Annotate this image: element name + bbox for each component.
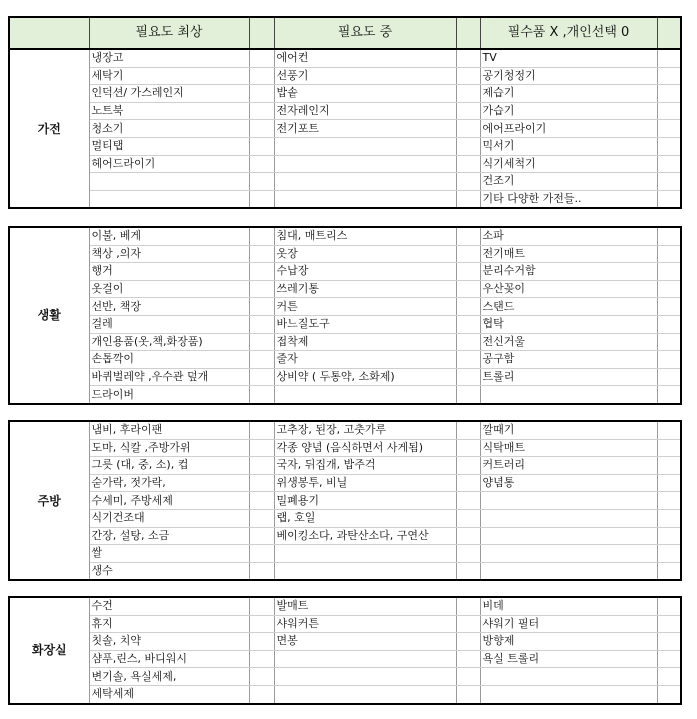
optional-cell[interactable]: 식기세척기: [480, 155, 657, 173]
most-needed-cell[interactable]: 선반, 책장: [89, 298, 249, 316]
table-row: [9, 474, 681, 492]
spacer-cell[interactable]: [249, 173, 274, 191]
spacer-cell[interactable]: [657, 333, 681, 351]
spacer-cell[interactable]: [456, 155, 480, 173]
category-label[interactable]: 가전: [9, 49, 89, 208]
spacer-cell[interactable]: [456, 685, 480, 703]
optional-cell[interactable]: 공구함: [480, 351, 657, 369]
optional-cell[interactable]: [480, 668, 657, 686]
medium-needed-cell[interactable]: 베이킹소다, 과탄산소다, 구연산: [274, 527, 456, 545]
spacer-cell[interactable]: [657, 474, 681, 492]
spacer-cell[interactable]: [657, 280, 681, 298]
optional-cell[interactable]: [480, 386, 657, 404]
most-needed-cell[interactable]: 간장, 설탕, 소금: [89, 527, 249, 545]
table-row: [9, 263, 681, 281]
medium-needed-cell[interactable]: [274, 137, 456, 155]
spacer-cell[interactable]: [249, 633, 274, 651]
medium-needed-cell[interactable]: [274, 173, 456, 191]
spacer-cell[interactable]: [249, 562, 274, 580]
optional-cell[interactable]: 협탁: [480, 315, 657, 333]
optional-cell[interactable]: 가습기: [480, 102, 657, 120]
header-optional[interactable]: 필수품 X ,개인선택 0: [480, 17, 657, 49]
spacer-cell[interactable]: [657, 509, 681, 527]
table-row: [9, 597, 681, 615]
optional-cell[interactable]: 공기청정기: [480, 67, 657, 85]
optional-cell[interactable]: 제습기: [480, 85, 657, 103]
most-needed-cell[interactable]: 책상 ,의자: [89, 245, 249, 263]
spacer-cell[interactable]: [456, 545, 480, 563]
optional-cell[interactable]: [480, 545, 657, 563]
table-row: [9, 245, 681, 263]
spacer-cell[interactable]: [456, 668, 480, 686]
table-row: [9, 49, 681, 67]
spacer-cell[interactable]: [456, 263, 480, 281]
most-needed-cell[interactable]: 세탁기: [89, 67, 249, 85]
spacer-cell[interactable]: [456, 509, 480, 527]
spacer-cell[interactable]: [657, 120, 681, 138]
optional-cell[interactable]: 건조기: [480, 173, 657, 191]
medium-needed-cell[interactable]: 발매트: [274, 597, 456, 615]
spacer-cell[interactable]: [456, 562, 480, 580]
most-needed-cell[interactable]: 쌀: [89, 545, 249, 563]
spacer-cell[interactable]: [657, 615, 681, 633]
spacer-cell[interactable]: [657, 421, 681, 439]
optional-cell[interactable]: 스탠드: [480, 298, 657, 316]
optional-cell[interactable]: 식탁매트: [480, 439, 657, 457]
spacer-cell[interactable]: [249, 315, 274, 333]
most-needed-cell[interactable]: 노트북: [89, 102, 249, 120]
optional-cell[interactable]: [480, 509, 657, 527]
medium-needed-cell[interactable]: 샤워커튼: [274, 615, 456, 633]
table-row: [9, 668, 681, 686]
spacer-cell[interactable]: [657, 386, 681, 404]
spacer-cell[interactable]: [657, 155, 681, 173]
table-row: [9, 155, 681, 173]
spacer-cell[interactable]: [456, 120, 480, 138]
optional-cell[interactable]: [480, 527, 657, 545]
spacer-cell[interactable]: [456, 245, 480, 263]
spacer-cell[interactable]: [657, 85, 681, 103]
most-needed-cell[interactable]: 수세미, 주방세제: [89, 492, 249, 510]
spacer-cell[interactable]: [657, 49, 681, 67]
spacer-cell[interactable]: [456, 474, 480, 492]
medium-needed-cell[interactable]: 접착제: [274, 333, 456, 351]
most-needed-cell[interactable]: 냉장고: [89, 49, 249, 67]
table-row: [9, 457, 681, 475]
spacer-cell[interactable]: [657, 668, 681, 686]
header-blank-cell[interactable]: [9, 17, 89, 49]
medium-needed-cell[interactable]: 쓰레기통: [274, 280, 456, 298]
spacer-cell[interactable]: [657, 102, 681, 120]
table-row: [9, 509, 681, 527]
table-row: [9, 190, 681, 208]
spacer-cell[interactable]: [657, 298, 681, 316]
medium-needed-cell[interactable]: 면봉: [274, 633, 456, 651]
table-row: [9, 545, 681, 563]
medium-needed-cell[interactable]: 수납장: [274, 263, 456, 281]
spacer-cell[interactable]: [456, 315, 480, 333]
medium-needed-cell[interactable]: [274, 650, 456, 668]
spacer-cell[interactable]: [249, 155, 274, 173]
most-needed-cell[interactable]: 이불, 베게: [89, 227, 249, 245]
optional-cell[interactable]: 우산꽂이: [480, 280, 657, 298]
spacer-cell[interactable]: [657, 245, 681, 263]
most-needed-cell[interactable]: 수건: [89, 597, 249, 615]
most-needed-cell[interactable]: 그릇 (대, 중, 소), 컵: [89, 457, 249, 475]
most-needed-cell[interactable]: 식기건조대: [89, 509, 249, 527]
optional-cell[interactable]: 양념통: [480, 474, 657, 492]
medium-needed-cell[interactable]: 에어컨: [274, 49, 456, 67]
header-spacer-cell[interactable]: [249, 17, 274, 49]
most-needed-cell[interactable]: 인덕션/ 가스레인지: [89, 85, 249, 103]
medium-needed-cell[interactable]: 침대, 매트리스: [274, 227, 456, 245]
spacer-cell[interactable]: [456, 280, 480, 298]
table-row: [9, 280, 681, 298]
optional-cell[interactable]: 트롤리: [480, 368, 657, 386]
table-row: [9, 227, 681, 245]
optional-cell[interactable]: [480, 685, 657, 703]
optional-cell[interactable]: 비데: [480, 597, 657, 615]
most-needed-cell[interactable]: 도마, 식칼 ,주방가위: [89, 439, 249, 457]
spacer-cell[interactable]: [456, 102, 480, 120]
spacer-cell[interactable]: [456, 298, 480, 316]
spacer-cell[interactable]: [657, 190, 681, 208]
medium-needed-cell[interactable]: 랩, 호일: [274, 509, 456, 527]
category-table: [8, 48, 682, 209]
most-needed-cell[interactable]: 걸레: [89, 315, 249, 333]
table-row: [9, 298, 681, 316]
spacer-cell[interactable]: [249, 190, 274, 208]
spacer-cell[interactable]: [456, 650, 480, 668]
medium-needed-cell[interactable]: 전기포트: [274, 120, 456, 138]
category-table: [8, 226, 682, 405]
spacer-cell[interactable]: [456, 615, 480, 633]
table-row: [9, 527, 681, 545]
medium-needed-cell[interactable]: [274, 668, 456, 686]
optional-cell[interactable]: 에어프라이기: [480, 120, 657, 138]
header-table: [8, 16, 682, 50]
spacer-cell[interactable]: [657, 173, 681, 191]
table-row: [9, 137, 681, 155]
most-needed-cell[interactable]: 헤어드라이기: [89, 155, 249, 173]
spacer-cell[interactable]: [657, 545, 681, 563]
spacer-cell[interactable]: [456, 527, 480, 545]
optional-cell[interactable]: 믹서기: [480, 137, 657, 155]
spacer-cell[interactable]: [657, 439, 681, 457]
most-needed-cell[interactable]: 휴지: [89, 615, 249, 633]
spacer-cell[interactable]: [249, 597, 274, 615]
spacer-cell[interactable]: [249, 527, 274, 545]
table-row: [9, 351, 681, 369]
spacer-cell[interactable]: [249, 120, 274, 138]
spacer-cell[interactable]: [249, 67, 274, 85]
optional-cell[interactable]: 깔때기: [480, 421, 657, 439]
spacer-cell[interactable]: [249, 333, 274, 351]
spacer-cell[interactable]: [456, 67, 480, 85]
spacer-cell[interactable]: [657, 227, 681, 245]
optional-cell[interactable]: 전기매트: [480, 245, 657, 263]
medium-needed-cell[interactable]: 밥솥: [274, 85, 456, 103]
spacer-cell[interactable]: [249, 49, 274, 67]
most-needed-cell[interactable]: [89, 173, 249, 191]
spacer-cell[interactable]: [456, 190, 480, 208]
spacer-cell[interactable]: [657, 263, 681, 281]
spacer-cell[interactable]: [249, 474, 274, 492]
table-row: [9, 421, 681, 439]
table-row: [9, 85, 681, 103]
medium-needed-cell[interactable]: [274, 190, 456, 208]
medium-needed-cell[interactable]: 위생봉투, 비닐: [274, 474, 456, 492]
optional-cell[interactable]: [480, 492, 657, 510]
most-needed-cell[interactable]: 숟가락, 젓가락,: [89, 474, 249, 492]
optional-cell[interactable]: 커트러리: [480, 457, 657, 475]
medium-needed-cell[interactable]: [274, 562, 456, 580]
optional-cell[interactable]: 방향제: [480, 633, 657, 651]
most-needed-cell[interactable]: 개인용품(옷,책,화장품): [89, 333, 249, 351]
spacer-cell[interactable]: [456, 49, 480, 67]
category-label[interactable]: 화장실: [9, 597, 89, 704]
spacer-cell[interactable]: [249, 227, 274, 245]
spacer-cell[interactable]: [456, 386, 480, 404]
spacer-cell[interactable]: [456, 227, 480, 245]
optional-cell[interactable]: [480, 562, 657, 580]
most-needed-cell[interactable]: 냄비, 후라이팬: [89, 421, 249, 439]
spacer-cell[interactable]: [456, 173, 480, 191]
spacer-cell[interactable]: [249, 421, 274, 439]
table-row: [9, 173, 681, 191]
spacer-cell[interactable]: [657, 597, 681, 615]
most-needed-cell[interactable]: 칫솔, 치약: [89, 633, 249, 651]
category-label[interactable]: 생활: [9, 227, 89, 404]
spacer-cell[interactable]: [657, 527, 681, 545]
spacer-cell[interactable]: [249, 668, 274, 686]
spacer-cell[interactable]: [249, 351, 274, 369]
header-most-needed[interactable]: 필요도 최상: [89, 17, 249, 49]
medium-needed-cell[interactable]: [274, 386, 456, 404]
table-row: [9, 67, 681, 85]
most-needed-cell[interactable]: 드라이버: [89, 386, 249, 404]
table-row: [9, 562, 681, 580]
spacer-cell[interactable]: [657, 67, 681, 85]
category-label[interactable]: 주방: [9, 421, 89, 580]
header-row: [9, 17, 681, 49]
most-needed-cell[interactable]: 생수: [89, 562, 249, 580]
most-needed-cell[interactable]: 샴푸,린스, 바디워시: [89, 650, 249, 668]
category-table: [8, 420, 682, 581]
spacer-cell[interactable]: [249, 509, 274, 527]
most-needed-cell[interactable]: 변기솔, 욕실세제,: [89, 668, 249, 686]
medium-needed-cell[interactable]: [274, 545, 456, 563]
table-row: [9, 368, 681, 386]
medium-needed-cell[interactable]: [274, 685, 456, 703]
most-needed-cell[interactable]: 옷걸이: [89, 280, 249, 298]
medium-needed-cell[interactable]: [274, 155, 456, 173]
optional-cell[interactable]: 기타 다양한 가전들..: [480, 190, 657, 208]
medium-needed-cell[interactable]: 바느질도구: [274, 315, 456, 333]
header-medium-needed[interactable]: 필요도 중: [274, 17, 456, 49]
most-needed-cell[interactable]: 행거: [89, 263, 249, 281]
spacer-cell[interactable]: [657, 368, 681, 386]
spacer-cell[interactable]: [249, 85, 274, 103]
spacer-cell[interactable]: [249, 650, 274, 668]
medium-needed-cell[interactable]: 국자, 뒤집개, 밥주걱: [274, 457, 456, 475]
spacer-cell[interactable]: [249, 457, 274, 475]
spacer-cell[interactable]: [249, 263, 274, 281]
header-spacer-cell[interactable]: [657, 17, 681, 49]
table-row: [9, 685, 681, 703]
medium-needed-cell[interactable]: 전자레인지: [274, 102, 456, 120]
spacer-cell[interactable]: [657, 315, 681, 333]
medium-needed-cell[interactable]: 선풍기: [274, 67, 456, 85]
most-needed-cell[interactable]: 청소기: [89, 120, 249, 138]
most-needed-cell[interactable]: [89, 190, 249, 208]
spacer-cell[interactable]: [456, 368, 480, 386]
table-row: [9, 492, 681, 510]
table-row: [9, 333, 681, 351]
spacer-cell[interactable]: [249, 298, 274, 316]
most-needed-cell[interactable]: 멀티탭: [89, 137, 249, 155]
spacer-cell[interactable]: [456, 439, 480, 457]
spacer-cell[interactable]: [249, 368, 274, 386]
spacer-cell[interactable]: [456, 633, 480, 651]
spacer-cell[interactable]: [456, 457, 480, 475]
category-table: [8, 596, 682, 705]
spacer-cell[interactable]: [249, 685, 274, 703]
table-row: [9, 386, 681, 404]
spacer-cell[interactable]: [249, 280, 274, 298]
spacer-cell[interactable]: [456, 333, 480, 351]
spacer-cell[interactable]: [249, 545, 274, 563]
medium-needed-cell[interactable]: 커튼: [274, 298, 456, 316]
optional-cell[interactable]: 욕실 트롤리: [480, 650, 657, 668]
spacer-cell[interactable]: [657, 562, 681, 580]
table-row: [9, 633, 681, 651]
table-row: [9, 102, 681, 120]
medium-needed-cell[interactable]: 각종 양념 (음식하면서 사게됨): [274, 439, 456, 457]
spacer-cell[interactable]: [249, 439, 274, 457]
most-needed-cell[interactable]: 세탁세제: [89, 685, 249, 703]
spacer-cell[interactable]: [456, 492, 480, 510]
medium-needed-cell[interactable]: 줄자: [274, 351, 456, 369]
spacer-cell[interactable]: [456, 137, 480, 155]
medium-needed-cell[interactable]: 고추장, 된장, 고춧가루: [274, 421, 456, 439]
spacer-cell[interactable]: [249, 102, 274, 120]
most-needed-cell[interactable]: 바퀴벌레약 ,우수관 덮개: [89, 368, 249, 386]
spacer-cell[interactable]: [657, 633, 681, 651]
table-row: [9, 120, 681, 138]
spacer-cell[interactable]: [657, 650, 681, 668]
optional-cell[interactable]: 분리수거함: [480, 263, 657, 281]
most-needed-cell[interactable]: 손톱깍이: [89, 351, 249, 369]
medium-needed-cell[interactable]: 밀폐용기: [274, 492, 456, 510]
table-row: [9, 650, 681, 668]
spacer-cell[interactable]: [456, 351, 480, 369]
spacer-cell[interactable]: [249, 386, 274, 404]
spacer-cell[interactable]: [456, 421, 480, 439]
spacer-cell[interactable]: [657, 685, 681, 703]
optional-cell[interactable]: 전신거울: [480, 333, 657, 351]
medium-needed-cell[interactable]: 상비약 ( 두통약, 소화제): [274, 368, 456, 386]
table-row: [9, 439, 681, 457]
spacer-cell[interactable]: [657, 492, 681, 510]
spacer-cell[interactable]: [249, 492, 274, 510]
spacer-cell[interactable]: [657, 351, 681, 369]
spacer-cell[interactable]: [249, 137, 274, 155]
spacer-cell[interactable]: [657, 457, 681, 475]
spacer-cell[interactable]: [657, 137, 681, 155]
spacer-cell[interactable]: [249, 615, 274, 633]
optional-cell[interactable]: 소파: [480, 227, 657, 245]
medium-needed-cell[interactable]: 옷장: [274, 245, 456, 263]
table-row: [9, 315, 681, 333]
header-spacer-cell[interactable]: [456, 17, 480, 49]
optional-cell[interactable]: TV: [480, 49, 657, 67]
spacer-cell[interactable]: [456, 85, 480, 103]
spacer-cell[interactable]: [456, 597, 480, 615]
spacer-cell[interactable]: [249, 245, 274, 263]
optional-cell[interactable]: 샤워기 필터: [480, 615, 657, 633]
table-row: [9, 615, 681, 633]
